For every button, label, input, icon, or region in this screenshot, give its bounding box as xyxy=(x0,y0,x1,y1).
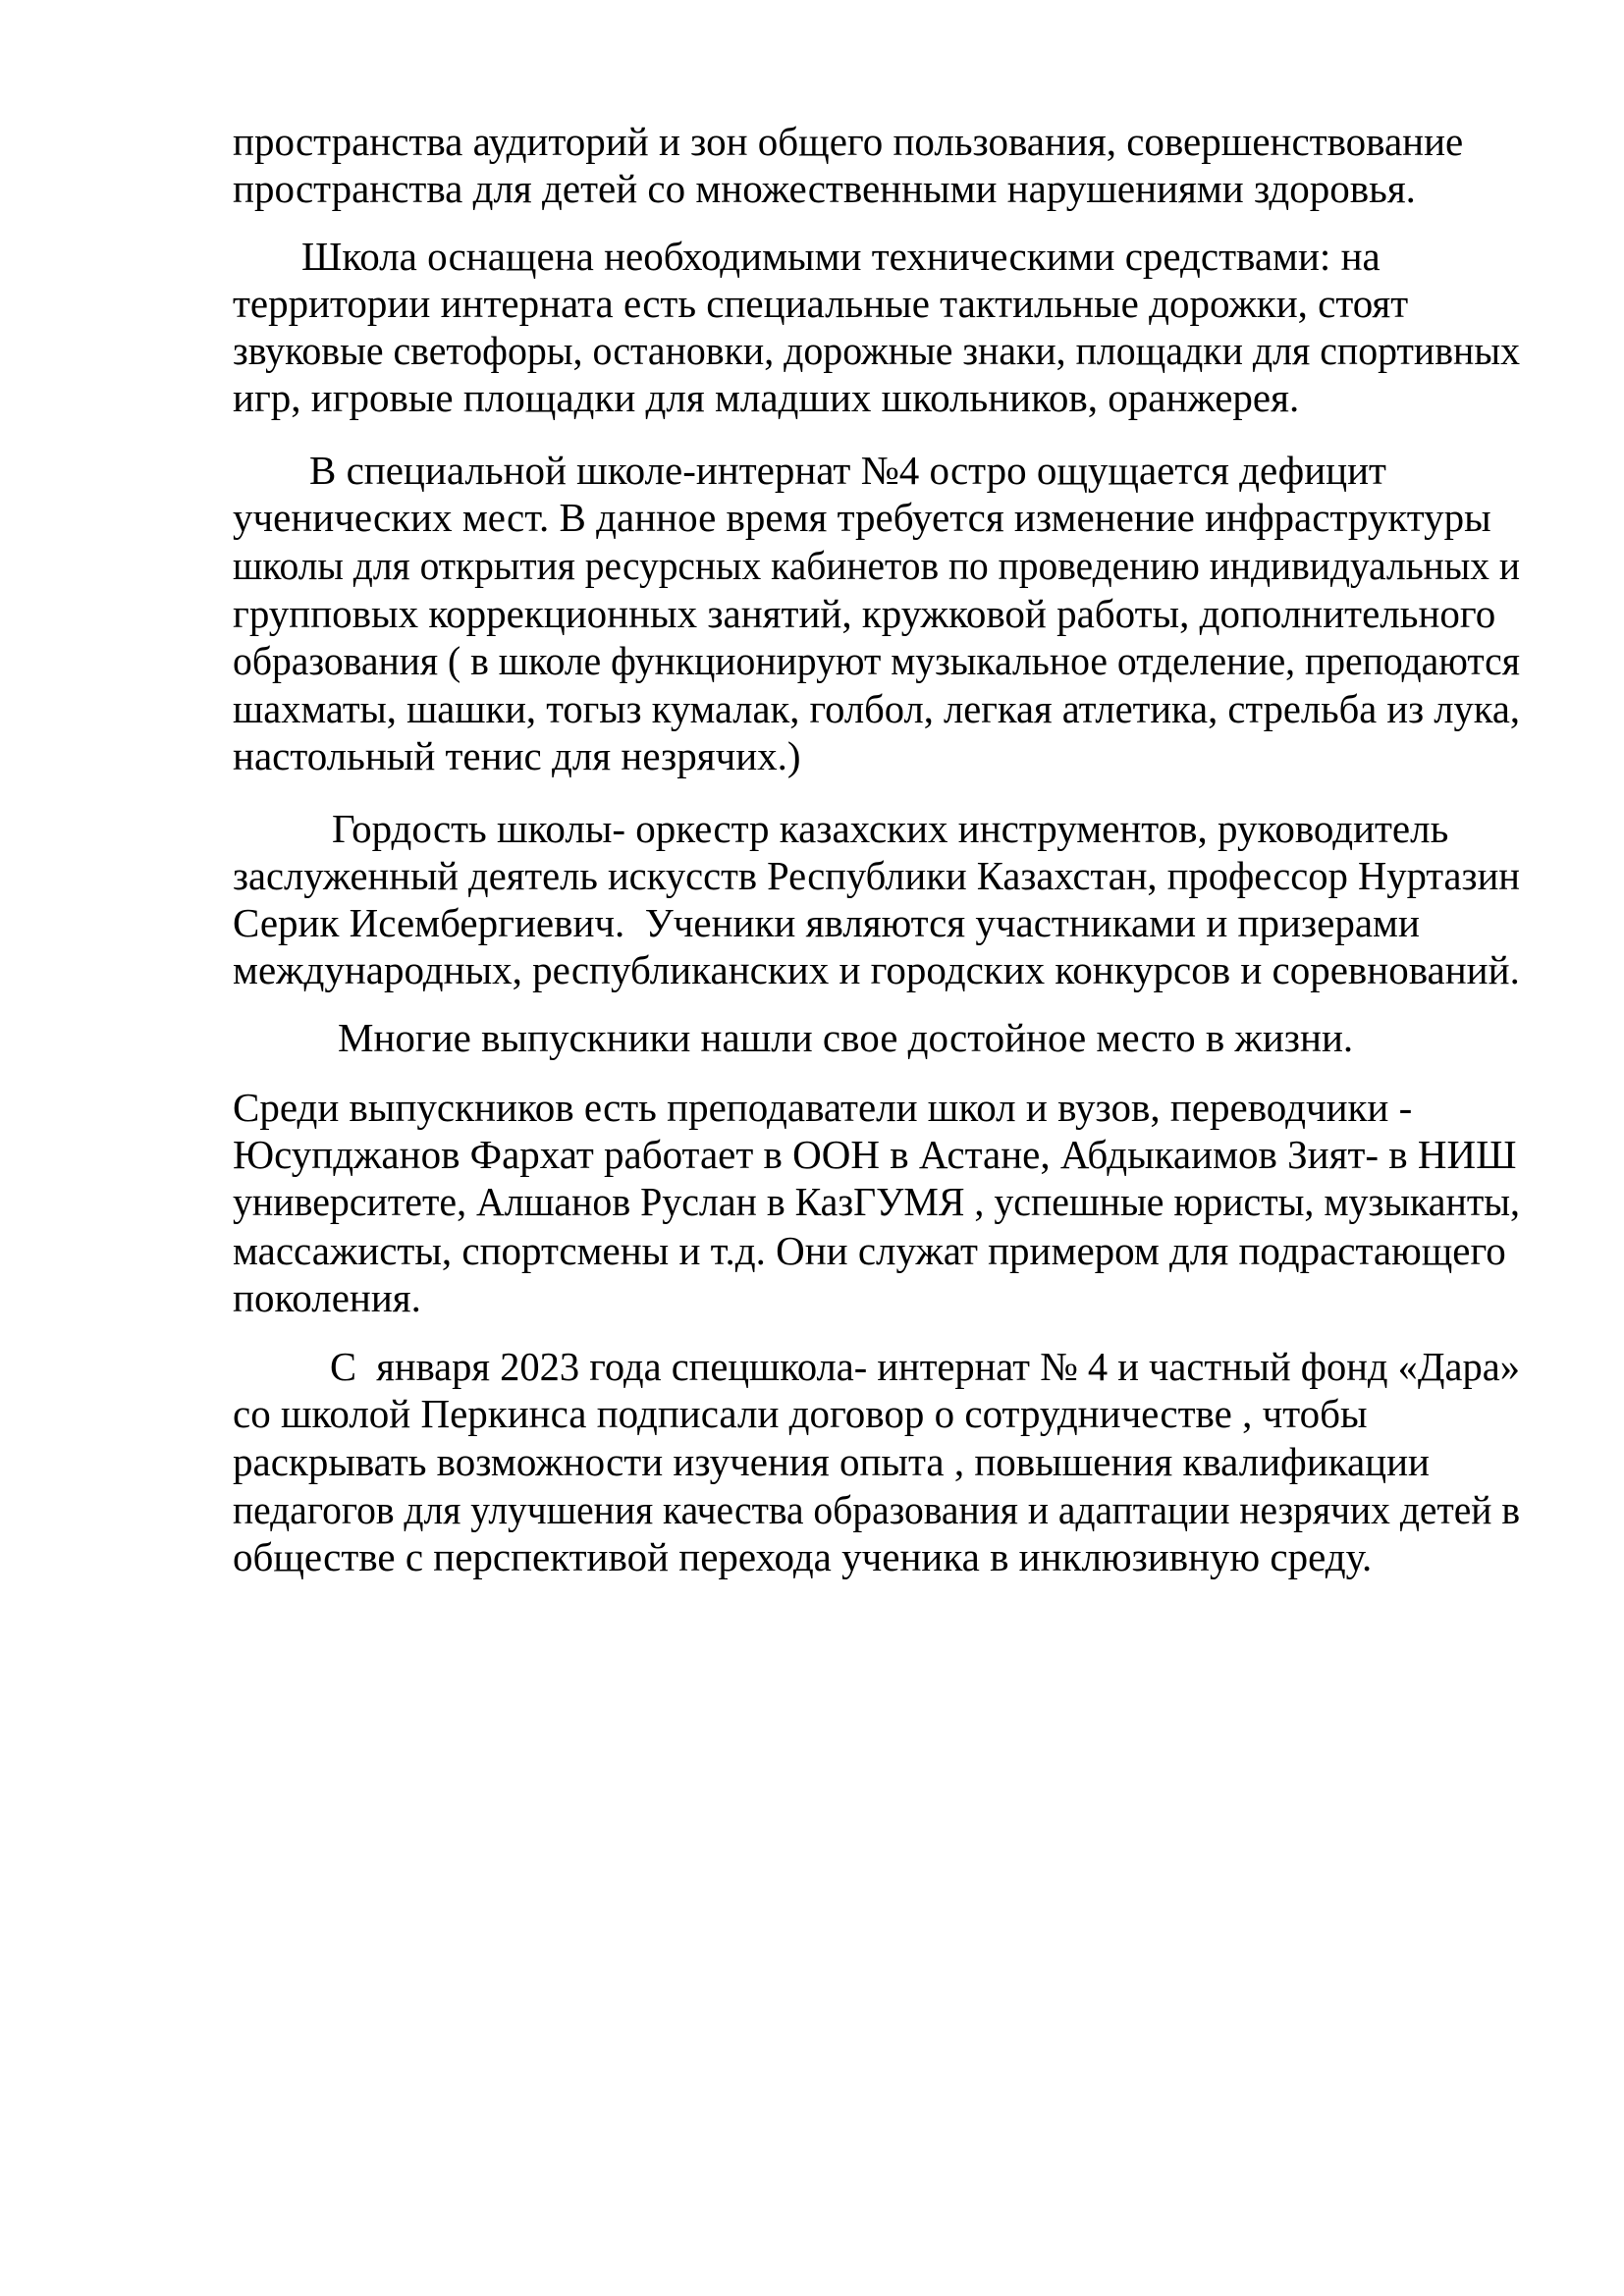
text-line: раскрывать возможности изучения опыта , повышения квалификации xyxy=(233,1439,1430,1484)
text-line: педагогов для улучшения качества образования и адаптации незрячих детей в xyxy=(233,1487,1520,1532)
text-line: поколения. xyxy=(233,1275,421,1320)
text-line: Юсупджанов Фархат работает в ООН в Астане, Абдыкаимов Зият- в НИШ xyxy=(233,1132,1517,1177)
text-line: С января 2023 года спецшкола- интернат № 4 и частный фонд «Дара» xyxy=(330,1344,1520,1389)
text-line: Школа оснащена необходимыми техническими средствами: на xyxy=(301,234,1380,279)
text-line: ученических мест. В данное время требуется изменение инфраструктуры xyxy=(233,495,1491,540)
text-line: пространства для детей со множественными нарушениями здоровья. xyxy=(233,166,1416,211)
text-line: заслуженный деятель искусств Республики Казахстан, профессор Нуртазин xyxy=(233,853,1520,898)
text-line: образования ( в школе функционируют музыкальное отделение, преподаются xyxy=(233,638,1520,683)
text-line: университете, Алшанов Руслан в КазГУМЯ , успешные юристы, музыканты, xyxy=(233,1179,1520,1224)
text-line: Многие выпускники нашли свое достойное место в жизни. xyxy=(338,1015,1354,1060)
text-line: со школой Перкинса подписали договор о сотрудничестве , чтобы xyxy=(233,1391,1368,1436)
text-line: международных, республиканских и городских конкурсов и соревнований. xyxy=(233,947,1520,992)
text-line: Гордость школы- оркестр казахских инструментов, руководитель xyxy=(332,806,1449,851)
text-line: Среди выпускников есть преподаватели школ и вузов, переводчики - xyxy=(233,1085,1413,1130)
text-line: Серик Исембергиевич. Ученики являются участниками и призерами xyxy=(233,900,1420,945)
text-line: обществе с перспективой перехода ученика в инклюзивную среду. xyxy=(233,1534,1373,1579)
text-line: шахматы, шашки, тогыз кумалак, голбол, легкая атлетика, стрельба из лука, xyxy=(233,686,1520,731)
text-line: массажисты, спортсмены и т.д. Они служат примером для подрастающего xyxy=(233,1228,1506,1273)
text-line: групповых коррекционных занятий, кружковой работы, дополнительного xyxy=(233,591,1496,636)
text-line: школы для открытия ресурсных кабинетов по проведению индивидуальных и xyxy=(233,543,1520,588)
text-line: игр, игровые площадки для младших школьников, оранжерея. xyxy=(233,375,1300,420)
text-line: звуковые светофоры, остановки, дорожные знаки, площадки для спортивных xyxy=(233,328,1520,373)
text-line: В специальной школе-интернат №4 остро ощущается дефицит xyxy=(309,448,1386,493)
text-line: пространства аудиторий и зон общего пользования, совершенствование xyxy=(233,119,1464,164)
text-line: территории интерната есть специальные тактильные дорожки, стоят xyxy=(233,281,1409,326)
text-line: настольный тенис для незрячих.) xyxy=(233,733,801,778)
